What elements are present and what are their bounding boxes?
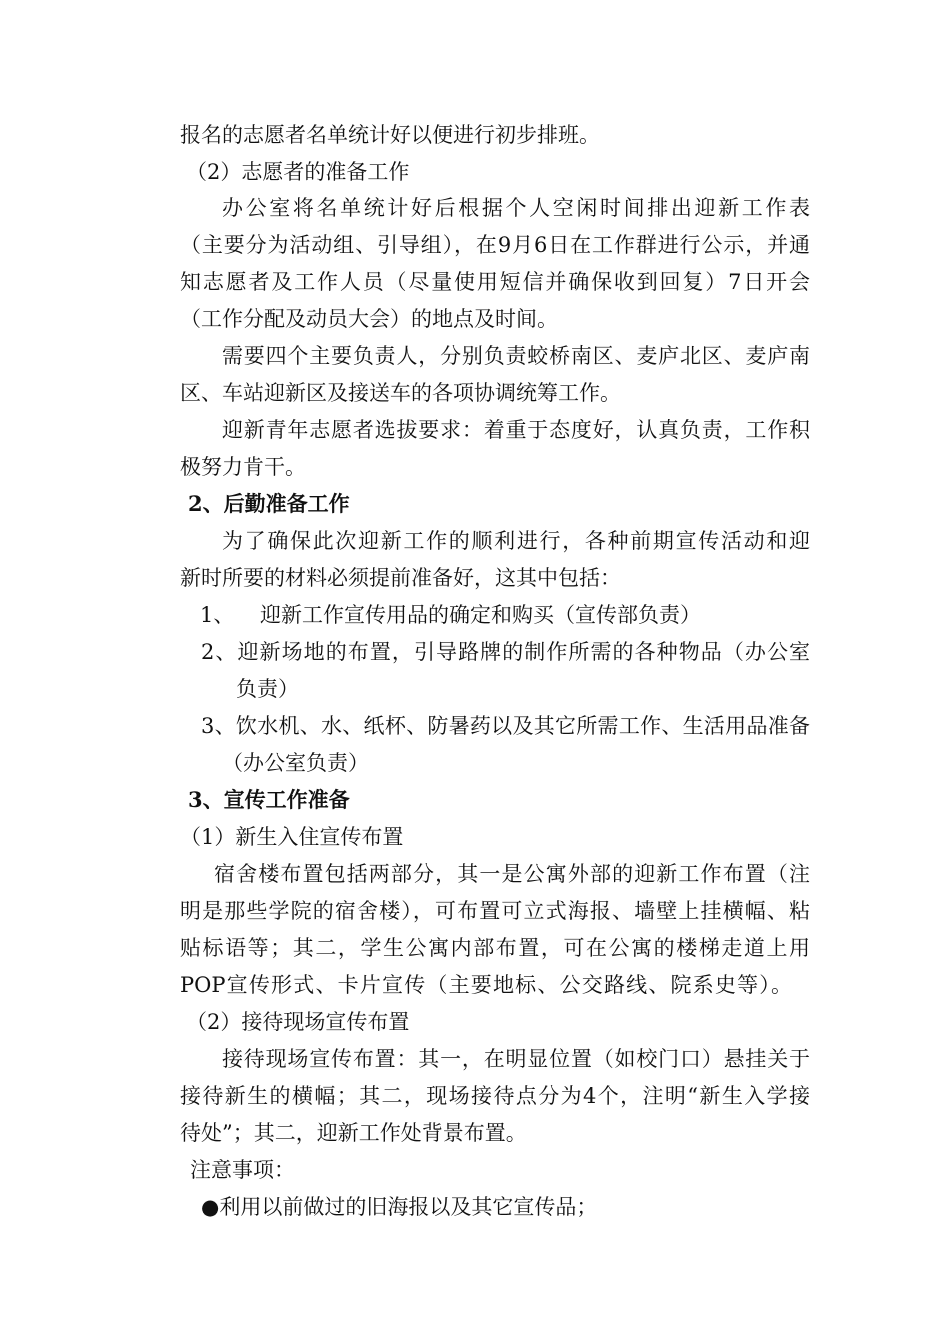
paragraph-line: 明是那些学院的宿舍楼），可布置可立式海报、墙壁上挂横幅、粘 xyxy=(180,899,810,923)
list-item-continuation: 负责） xyxy=(236,677,299,701)
paragraph-line: 新时所要的材料必须提前准备好，这其中包括： xyxy=(180,566,621,590)
section-subheading: （2）接待现场宣传布置 xyxy=(186,1010,410,1034)
paragraph-line: （工作分配及动员大会）的地点及时间。 xyxy=(180,307,558,331)
paragraph-line: 待处”；其二，迎新工作处背景布置。 xyxy=(180,1121,527,1145)
paragraph-line: 知志愿者及工作人员（尽量使用短信并确保收到回复）7日开会 xyxy=(180,270,810,294)
list-item-continuation: （办公室负责） xyxy=(222,751,369,775)
bullet-item: ●利用以前做过的旧海报以及其它宣传品； xyxy=(201,1195,598,1219)
list-item: 3、饮水机、水、纸杯、防暑药以及其它所需工作、生活用品准备 xyxy=(201,714,810,738)
paragraph-line: 接待现场宣传布置：其一，在明显位置（如校门口）悬挂关于 xyxy=(222,1047,810,1071)
list-item: 2、迎新场地的布置，引导路牌的制作所需的各种物品（办公室 xyxy=(201,640,810,664)
paragraph-line: 需要四个主要负责人，分别负责蛟桥南区、麦庐北区、麦庐南 xyxy=(222,344,810,368)
paragraph-line: 宿舍楼布置包括两部分，其一是公寓外部的迎新工作布置（注 xyxy=(214,862,810,886)
paragraph-line: 为了确保此次迎新工作的顺利进行，各种前期宣传活动和迎 xyxy=(222,529,810,553)
paragraph-line: 报名的志愿者名单统计好以便进行初步排班。 xyxy=(180,123,600,147)
paragraph-line: 办公室将名单统计好后根据个人空闲时间排出迎新工作表 xyxy=(222,196,810,220)
section-subheading: （1）新生入住宣传布置 xyxy=(180,825,404,849)
list-item-text: 迎新工作宣传用品的确定和购买（宣传部负责） xyxy=(260,603,701,627)
paragraph-line: 贴标语等；其二，学生公寓内部布置，可在公寓的楼梯走道上用 xyxy=(180,936,810,960)
paragraph-line: 迎新青年志愿者选拔要求：着重于态度好，认真负责，工作积 xyxy=(222,418,810,442)
section-heading: 3、宣传工作准备 xyxy=(188,787,350,812)
paragraph-line: （主要分为活动组、引导组），在9月6日在工作群进行公示，并通 xyxy=(180,233,810,257)
list-item xyxy=(200,600,830,630)
paragraph-line: 极努力肯干。 xyxy=(180,455,306,479)
paragraph-line: 接待新生的横幅；其二，现场接待点分为4个，注明“新生入学接 xyxy=(180,1084,810,1108)
section-heading: 2、后勤准备工作 xyxy=(188,491,350,516)
section-subheading: （2）志愿者的准备工作 xyxy=(186,160,410,184)
paragraph-line: 区、车站迎新区及接送车的各项协调统筹工作。 xyxy=(180,381,621,405)
list-number: 1、 xyxy=(200,603,235,627)
paragraph-line: POP宣传形式、卡片宣传（主要地标、公交路线、院系史等）。 xyxy=(180,973,792,997)
notes-heading: 注意事项： xyxy=(190,1158,295,1182)
